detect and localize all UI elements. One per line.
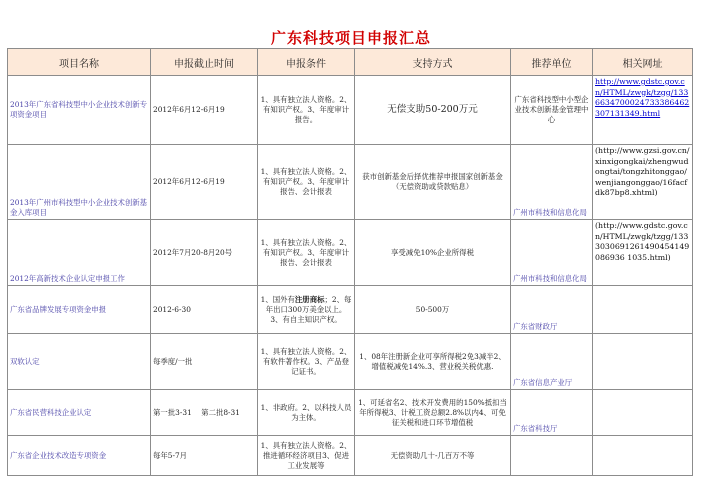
related-url [593,286,693,334]
conditions: 1、具有独立法人资格。2、推进循环经济项目3、促进工业发展等 [258,436,355,476]
table-row [8,145,693,220]
page-title: 广东科技项目申报汇总 [270,29,431,47]
support: 1、08年注册新企业可享所得税2免3减半2、增值税减免14%.3、营业税关税优惠. [355,334,511,390]
table-row [8,220,693,286]
table-row [8,334,693,390]
conditions [258,286,355,334]
conditions: 1、非政府。2、以科技人员为主体。 [258,390,355,436]
recommending-unit: 广东省科技厅 [511,390,593,436]
support: 无偿资助几十-几百万不等 [355,436,511,476]
condition-prefix: 1、国外有 [260,294,295,304]
condition-suffix: ；2、每年出口300万美金以上。3、有自主知识产权。 [265,294,352,324]
related-url-link[interactable]: http://www.gdstc.gov.cn/HTML/zwgk/tzgg/1336634700024733386462307131349.html [593,76,693,145]
header-support: 支持方式 [355,49,511,76]
support: 享受减免10%企业所得税 [355,220,511,286]
recommending-unit: 广州市科技和信息化局 [511,145,593,220]
deadline: 每年5-7月 [151,436,258,476]
project-name: 广东省民营科技企业认定 [8,390,151,436]
deadline: 2012年7月20-8月20号 [151,220,258,286]
related-url[interactable]: (http://www.gzsi.gov.cn/xinxigongkai/zhengwudongtai/tongzhitonggao/wenjiangonggao/16facfdk87bp8.xhtml) [593,145,693,220]
table-row [8,286,693,334]
deadline: 2012-6-30 [151,286,258,334]
recommending-unit: 广东省科技型中小型企业技术创新基金管理中心 [511,76,593,145]
deadline: 每季度/一批 [151,334,258,390]
header-project-name: 项目名称 [8,49,151,76]
header-conditions: 申报条件 [258,49,355,76]
related-url [593,334,693,390]
conditions: 1、具有独立法人资格。2、有知识产权。3、年度审计报告。 [258,76,355,145]
support: 1、可延省名2、技术开发费用的150%抵扣当年所得税3、计税工资总额2.8%以内4、可免征关税和进口环节增值税 [355,390,511,436]
header-recommending-unit: 推荐单位 [511,49,593,76]
deadline: 2012年6月12-6月19 [151,145,258,220]
table-row [8,436,693,476]
related-url [593,436,693,476]
deadline: 第一批3-31 第二批8-31 [151,390,258,436]
recommending-unit [511,436,593,476]
related-url [593,390,693,436]
related-url[interactable]: (http://www.gdstc.gov.cn/HTML/zwgk/tzgg/1333030691261490454149086936 1035.html) [593,220,693,286]
deadline: 2012年6月12-6月19 [151,76,258,145]
project-name: 2013年广东省科技型中小企业技术创新专项资金项目 [8,76,151,145]
support: 获市创新基金后择优推荐申报国家创新基金（无偿资助或贷款贴息） [355,145,511,220]
support: 无偿支助50-200万元 [355,76,511,145]
condition-highlight: 注册商标 [294,294,325,304]
conditions: 1、具有独立法人资格。2、有软件著作权。3、产品登记证书。 [258,334,355,390]
table-row [8,390,693,436]
header-row [8,49,693,76]
support: 50-500万 [355,286,511,334]
project-name: 2013年广州市科技型中小企业技术创新基金入库项目 [8,145,151,220]
project-name: 双软认定 [8,334,151,390]
project-name: 广东省品牌发展专项资金申报 [8,286,151,334]
header-deadline: 申报截止时间 [151,49,258,76]
header-related-url: 相关网址 [593,49,693,76]
recommending-unit: 广州市科技和信息化局 [511,220,593,286]
conditions: 1、具有独立法人资格。2、有知识产权。3、年度审计报告、会计报表 [258,145,355,220]
recommending-unit: 广东省财政厅 [511,286,593,334]
project-table [7,48,693,476]
table-row [8,76,693,145]
project-name: 2012年高新技术企业认定申报工作 [8,220,151,286]
project-name: 广东省企业技术改造专项资金 [8,436,151,476]
conditions: 1、具有独立法人资格。2、有知识产权。3、年度审计报告、会计报表 [258,220,355,286]
recommending-unit: 广东省信息产业厅 [511,334,593,390]
